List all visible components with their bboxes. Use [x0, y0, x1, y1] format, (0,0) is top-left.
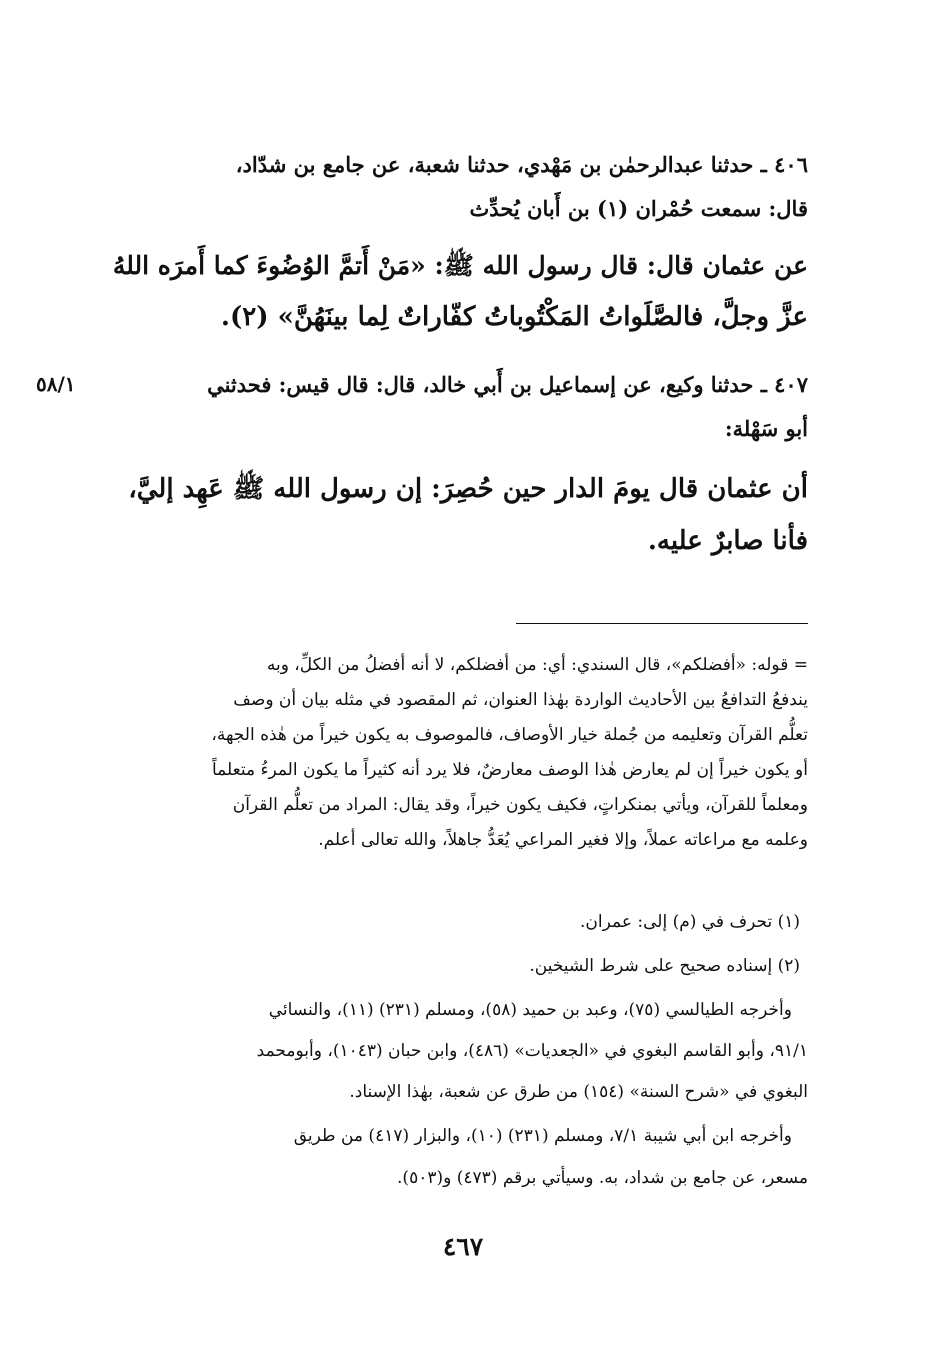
commentary-line: أو يكون خيراً إن لم يعارض هٰذا الوصف معارضٌ، فلا يرد أنه كثيراً ما يكون المرءُ متعلماً [212, 760, 808, 780]
hadith-407-matn-line-1: أن عثمان قال يومَ الدار حين حُصِرَ: إن رسول الله ﷺ عَهِد إليَّ، [128, 474, 808, 504]
footnote-2-takhrij-line: وأخرجه الطيالسي (٧٥)، وعبد بن حميد (٥٨)، ومسلم (٢٣١) (١١)، والنسائي [268, 1000, 792, 1020]
page-number: ٤٦٧ [442, 1232, 484, 1261]
commentary-line: وعلمه مع مراعاته عملاً، وإلا فغير المراعي يُعَدُّ جاهلاً، والله تعالى أعلم. [318, 830, 808, 850]
footnote-2-takhrij-line: وأخرجه ابن أبي شيبة ٧/١، ومسلم (٢٣١) (١٠)، والبزار (٤١٧) من طريق [293, 1126, 792, 1146]
hadith-406-isnad-line-2: قال: سمعت حُمْران (١) بن أَبان يُحدِّث [469, 196, 808, 221]
hadith-406-matn-line-1: عن عثمان قال: قال رسول الله ﷺ: «مَنْ أَتمَّ الوُضُوءَ كما أَمرَه اللهُ [112, 251, 808, 280]
margin-reference: ٥٨/١ [36, 372, 76, 396]
footnote-1: (١) تحرف في (م) إلى: عمران. [580, 912, 800, 932]
footnote-2-takhrij-line: البغوي في «شرح السنة» (١٥٤) من طرق عن شعبة، بهٰذا الإسناد. [349, 1082, 808, 1102]
hadith-407-isnad-line-2: أبو سَهْلة: [724, 416, 808, 441]
footnote-2-takhrij-line: مسعر، عن جامع بن شداد، به. وسيأتي برقم (٤٧٣) و(٥٠٣). [397, 1168, 808, 1188]
footnote-2-takhrij-line: ٩١/١، وأبو القاسم البغوي في «الجعديات» (٤٨٦)، وابن حبان (١٠٤٣)، وأبومحمد [256, 1041, 808, 1061]
commentary-line: تعلُّم القرآن وتعليمه من جُملة خيار الأوصاف، فالموصوف به يكون خيراً من هٰذه الجهة، [211, 725, 808, 745]
commentary-line: ومعلماً للقرآن، ويأتي بمنكراتٍ، فكيف يكون خيراً، وقد يقال: المراد من تعلُّم القرآن [232, 795, 808, 815]
hadith-406-isnad-line-1: ٤٠٦ ـ حدثنا عبدالرحمٰن بن مَهْدي، حدثنا شعبة، عن جامع بن شدّاد، [235, 152, 808, 177]
footnote-separator [516, 623, 808, 624]
commentary-line: = قوله: «أفضلكم»، قال السندي: أي: من أفضلكم، لا أنه أفضلُ من الكلِّ، وبه [266, 655, 808, 675]
hadith-407-matn-line-2: فأنا صابرٌ عليه. [647, 526, 808, 556]
hadith-406-matn-line-2: عزَّ وجلَّ، فالصَّلَواتُ المَكْتُوباتُ كفّاراتٌ لِما بينَهُنَّ» (٢). [220, 302, 808, 332]
footnote-2: (٢) إسناده صحيح على شرط الشيخين. [529, 956, 800, 976]
commentary-line: يندفعُ التدافعُ بين الأحاديث الواردة بهٰذا العنوان، ثم المقصود في مثله بيان أن وصف [233, 690, 808, 710]
hadith-407-isnad-line-1: ٤٠٧ ـ حدثنا وكيع، عن إسماعيل بن أَبي خالد، قال: قال قيس: فحدثني [207, 372, 808, 397]
